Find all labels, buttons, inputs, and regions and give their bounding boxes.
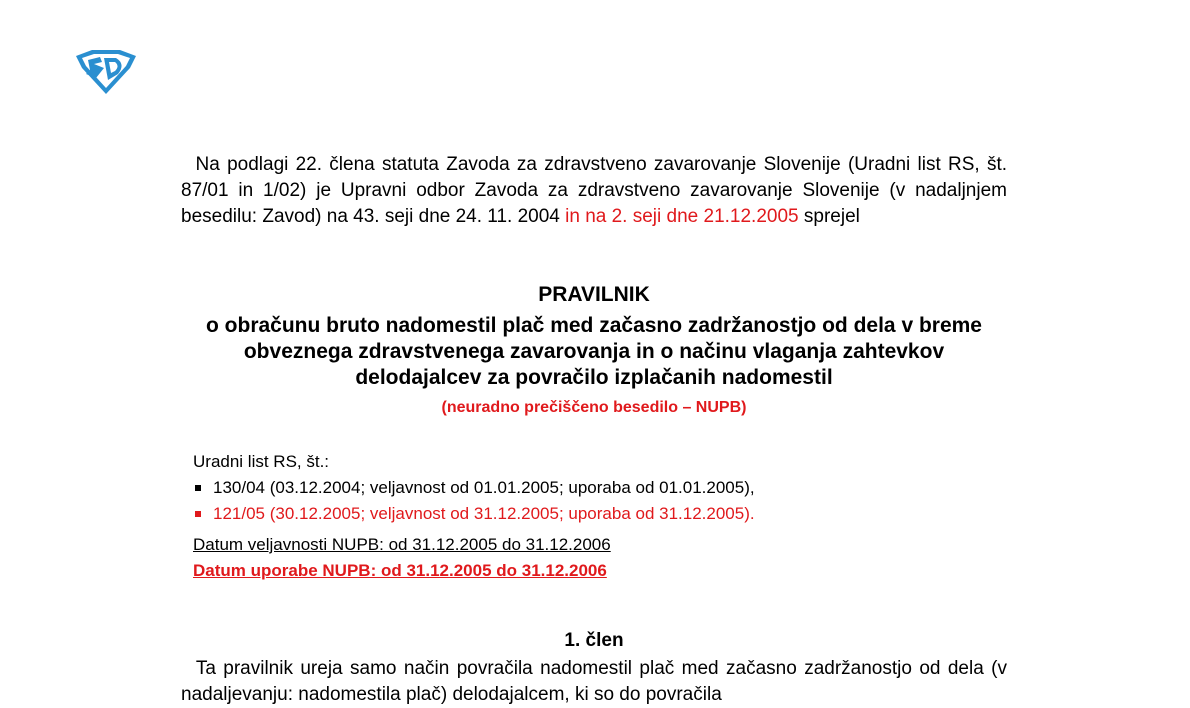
bullet-icon <box>195 485 201 491</box>
gazette-label: Uradni list RS, št.: <box>193 452 330 471</box>
intro-amendment: in na 2. seji dne 21.12.2005 <box>565 206 799 227</box>
intro-text: Na podlagi 22. člena statuta Zavoda za zdravstveno zavarovanje Slovenije (Uradni list RS, št. 87/01 in 1/02) je Upravni odbor Zavoda za zdravstveno zavarovanje Slovenije (v nadaljnjem besedilu: Zavod) na 43. seji dne 24. 11. 2004 <box>181 154 1008 227</box>
validity-dates <box>193 532 611 584</box>
usage-line: Datum uporabe NUPB: od 31.12.2005 do 31.12.2006 <box>193 561 607 580</box>
article-heading: 1. člen <box>564 630 624 651</box>
gazette-item: 130/04 (03.12.2004; veljavnost od 01.01.2005; uporaba od 01.01.2005), <box>193 475 755 501</box>
intro-end: sprejel <box>803 206 860 227</box>
validity-line: Datum veljavnosti NUPB: od 31.12.2005 do 31.12.2006 <box>193 535 611 554</box>
document-title: PRAVILNIK <box>538 283 650 306</box>
document-note: (neuradno prečiščeno besedilo – NUPB) <box>441 399 747 416</box>
bullet-icon <box>195 511 201 517</box>
intro-paragraph <box>181 152 1007 230</box>
document-subtitle: o obračunu bruto nadomestil plač med začasno zadržanostjo od dela v breme obveznega zdravstvenega zavarovanja in o načinu vlaganja zahtevkov delodajalcev za povračilo izplačanih nadomestil <box>206 314 982 389</box>
zzzs-logo <box>72 46 140 98</box>
article-text: Ta pravilnik ureja samo način povračila nadomestil plač med začasno zadržanostjo od dela (v nadaljevanju: nadomestila plač) delodajalcem, ki so do povračila <box>181 658 1007 705</box>
gazette-item: 121/05 (30.12.2005; veljavnost od 31.12.2005; uporaba od 31.12.2005). <box>193 501 755 527</box>
gazette-list <box>193 449 755 527</box>
